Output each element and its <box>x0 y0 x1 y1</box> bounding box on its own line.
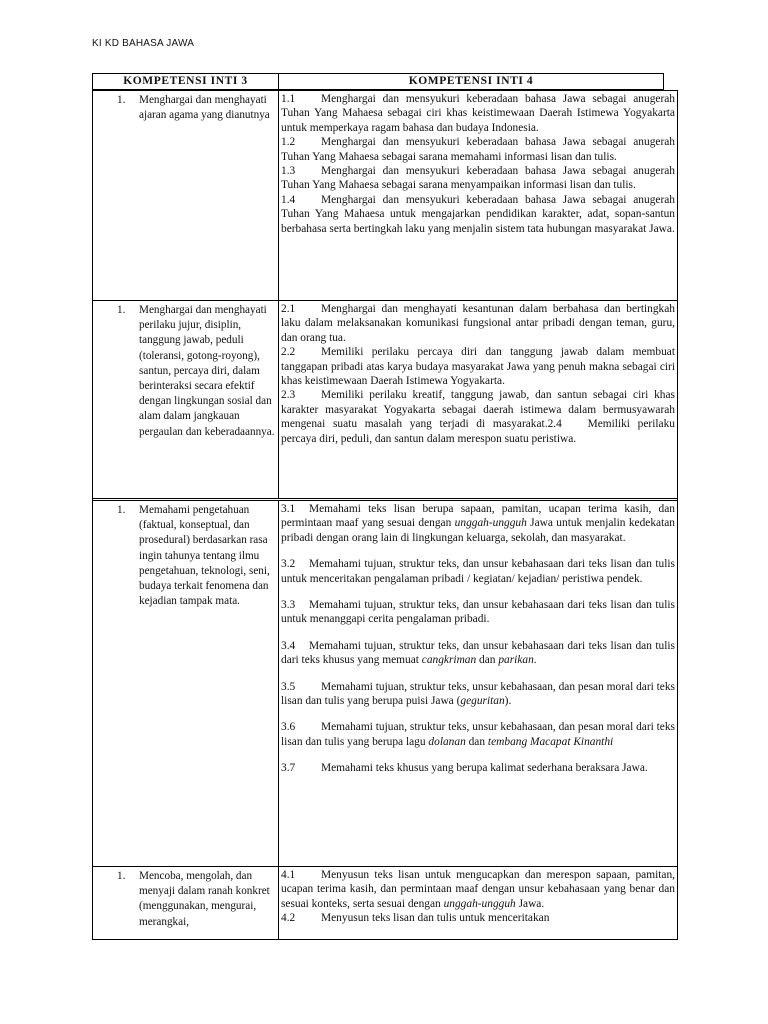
kd-italic: tembang Macapat Kinanthi <box>487 735 614 748</box>
ki-text: Mencoba, mengolah, dan menyaji dalam ranah konkret (menggunakan, mengurai, merangkai, <box>139 870 270 928</box>
kd-item <box>281 302 675 345</box>
kd-item <box>281 598 675 627</box>
kd-text: dan <box>465 735 488 748</box>
kd-text: Menghargai dan mensyukuri keberadaan bahasa Jawa sebagai anugerah Tuhan Yang Mahaesa untuk mengajarkan pendidikan karakter, adat, sopan-santun berbahasa serta bertingkah laku yang menjalin sistem tata hubungan masyarakat Jawa. <box>281 193 675 235</box>
table-row <box>93 501 677 867</box>
kd-code: 3.7 <box>281 762 296 775</box>
kd-code: 1.1 <box>281 93 296 105</box>
kd-item <box>281 680 675 709</box>
table-row <box>93 91 677 301</box>
kd-item <box>281 557 675 586</box>
kd-text: Memahami tujuan, struktur teks, dan unsur kebahasaan dari teks lisan dan tulis untuk menanggapi cerita pengalaman pribadi. <box>281 599 675 626</box>
kd-item <box>281 720 675 749</box>
row-number: 1. <box>117 504 126 516</box>
document-title: KI KD BAHASA JAWA <box>92 38 195 49</box>
kd-code: 4.1 <box>281 869 296 881</box>
kd-code: 1.4 <box>281 193 296 206</box>
kd-text: Jawa untuk menjalin kedekatan pribadi dengan orang lain di lingkungan keluarga, sekolah, dan masyarakat. <box>281 517 675 544</box>
kd-text: Memiliki perilaku percaya diri dan tanggung jawab dalam membuat tanggapan pribadi atas karya budaya masyarakat Jawa yang penuh makna sebagai ciri khas keistimewaan Daerah Istimewa Yogyakarta. <box>281 346 675 388</box>
table-header <box>92 73 664 90</box>
kd-code: 2.3 <box>281 389 296 402</box>
kd-text: . <box>533 654 537 667</box>
kd-italic: parikan <box>498 654 534 667</box>
kd-text: Memiliki perilaku percaya diri, peduli, dan santun dalam merespon suatu peristiwa. <box>281 418 675 445</box>
row-number: 1. <box>117 94 126 106</box>
table-row <box>93 301 677 501</box>
kd-item <box>281 639 675 668</box>
kd-item <box>281 164 675 193</box>
ki-text: Menghargai dan menghayati perilaku jujur, disiplin, tanggung jawab, peduli (toleransi, gotong-royong), santun, percaya diri, dalam berinteraksi secara efektif dengan lingkungan sosial dan alam dalam jangkauan pergaulan dan keberadaannya. <box>139 304 275 438</box>
kd-code: 3.3 <box>281 599 296 612</box>
kd-text: Memahami teks khusus yang berupa kalimat sederhana beraksara Jawa. <box>321 762 648 775</box>
kd-code: 3.6 <box>281 721 296 734</box>
kd-code: 1.3 <box>281 165 296 178</box>
kd-italic: unggah-ungguh <box>443 897 516 910</box>
kd-item <box>281 193 675 236</box>
kd-code: 3.1 <box>281 503 296 515</box>
kd-text: Memahami teks lisan berupa sapaan, pamitan, ucapan terima kasih, dan permintaan maaf yang sesuai dengan <box>281 503 675 530</box>
kd-cell <box>279 501 677 866</box>
kd-item <box>281 761 675 775</box>
kd-text: Menyusun teks lisan dan tulis untuk menceritakan <box>321 912 550 925</box>
kd-item <box>281 502 675 545</box>
kd-italic: cangkriman <box>421 654 477 667</box>
kd-item <box>281 388 675 446</box>
kd-italic: geguritan <box>460 695 505 708</box>
kd-cell <box>279 867 677 940</box>
kd-code: 2.4 <box>547 418 562 431</box>
kd-text: Memiliki perilaku kreatif, tanggung jawab, dan santun sebagai ciri khas karakter masyarakat Yogyakarta sebagai daerah istimewa dalam bermusyawarah mengenai suatu masalah yang terjadi di masyarakat. <box>281 389 675 431</box>
kd-text: Menghargai dan mensyukuri keberadaan bahasa Jawa sebagai anugerah Tuhan Yang Mahaesa sebagai sarana menyampaikan informasi lisan dan tulis. <box>281 165 675 192</box>
kd-code: 3.5 <box>281 680 296 693</box>
ki-text: Memahami pengetahuan (faktual, konseptual, dan prosedural) berdasarkan rasa ingin tahunya tentang ilmu pengetahuan, teknologi, seni, budaya terkait fenomena dan kejadian tampak mata. <box>139 504 270 608</box>
kd-item <box>281 911 675 925</box>
kd-text: Menghargai dan mensyukuri keberadaan bahasa Jawa sebagai anugerah Tuhan Yang Mahaesa sebagai ciri khas keistimewaan Daerah Istimewa Yogyakarta untuk memperkaya ragam bahasa dan budaya Indonesia. <box>281 93 675 134</box>
kd-text: dan <box>476 654 499 667</box>
kd-text: Menyusun teks lisan untuk mengucapkan dan merespon sapaan, pamitan, ucapan terima kasih, dan permintaan maaf dengan unsur kebahasaan yang benar dan sesuai konteks, serta sesuai dengan <box>281 869 675 910</box>
ki-cell <box>93 867 279 940</box>
kd-cell <box>279 301 677 498</box>
row-number: 1. <box>117 870 126 882</box>
kd-text: Memahami tujuan, struktur teks, unsur kebahasaan, dan pesan moral dari teks lisan dan tulis yang berupa puisi Jawa ( <box>281 680 675 708</box>
kd-item <box>281 135 675 164</box>
kd-text: Memahami tujuan, struktur teks, unsur kebahasaan, dan pesan moral dari teks lisan dan tulis yang berupa lagu <box>281 721 675 748</box>
kd-text: Menghargai dan menghayati kesantunan dalam berbahasa dan bertingkah laku dalam melaksanakan komunikasi fungsional antar pribadi dengan teman, guru, dan orang tua. <box>281 303 675 344</box>
kd-text: Jawa. <box>515 897 545 910</box>
row-number: 1. <box>117 304 126 316</box>
kd-code: 1.2 <box>281 136 296 149</box>
header-ki3: KOMPETENSI INTI 3 <box>93 74 279 89</box>
kd-item <box>281 868 675 911</box>
kd-code: 3.2 <box>281 558 296 571</box>
kd-cell <box>279 91 677 300</box>
kd-text: Memahami tujuan, struktur teks, dan unsur kebahasaan dari teks lisan dan tulis untuk menceritakan pengalaman pribadi / kegiatan/ kejadian/ peristiwa pendek. <box>281 558 675 585</box>
kd-code: 3.4 <box>281 639 296 652</box>
header-ki4: KOMPETENSI INTI 4 <box>408 75 534 87</box>
kd-item <box>281 345 675 388</box>
kd-italic: unggah-ungguh <box>454 517 527 530</box>
kd-code: 2.1 <box>281 303 296 315</box>
ki-cell <box>93 301 279 498</box>
kd-italic: dolanan <box>428 735 466 748</box>
kd-item <box>281 92 675 135</box>
kd-code: 2.2 <box>281 346 296 359</box>
kd-code: 4.2 <box>281 912 296 925</box>
kd-text: Memahami tujuan, struktur teks, dan unsur kebahasaan dari teks lisan dan tulis dari teks khusus yang memuat <box>281 639 675 667</box>
table-row <box>93 867 677 940</box>
kd-text: ). <box>504 695 512 708</box>
ki-cell <box>93 501 279 866</box>
ki-cell <box>93 91 279 300</box>
ki-text: Menghargai dan menghayati ajaran agama yang dianutnya <box>139 94 270 122</box>
kd-text: Menghargai dan mensyukuri keberadaan bahasa Jawa sebagai anugerah Tuhan Yang Mahaesa sebagai sarana memahami informasi lisan dan tulis. <box>281 136 675 163</box>
competency-table <box>92 90 678 940</box>
